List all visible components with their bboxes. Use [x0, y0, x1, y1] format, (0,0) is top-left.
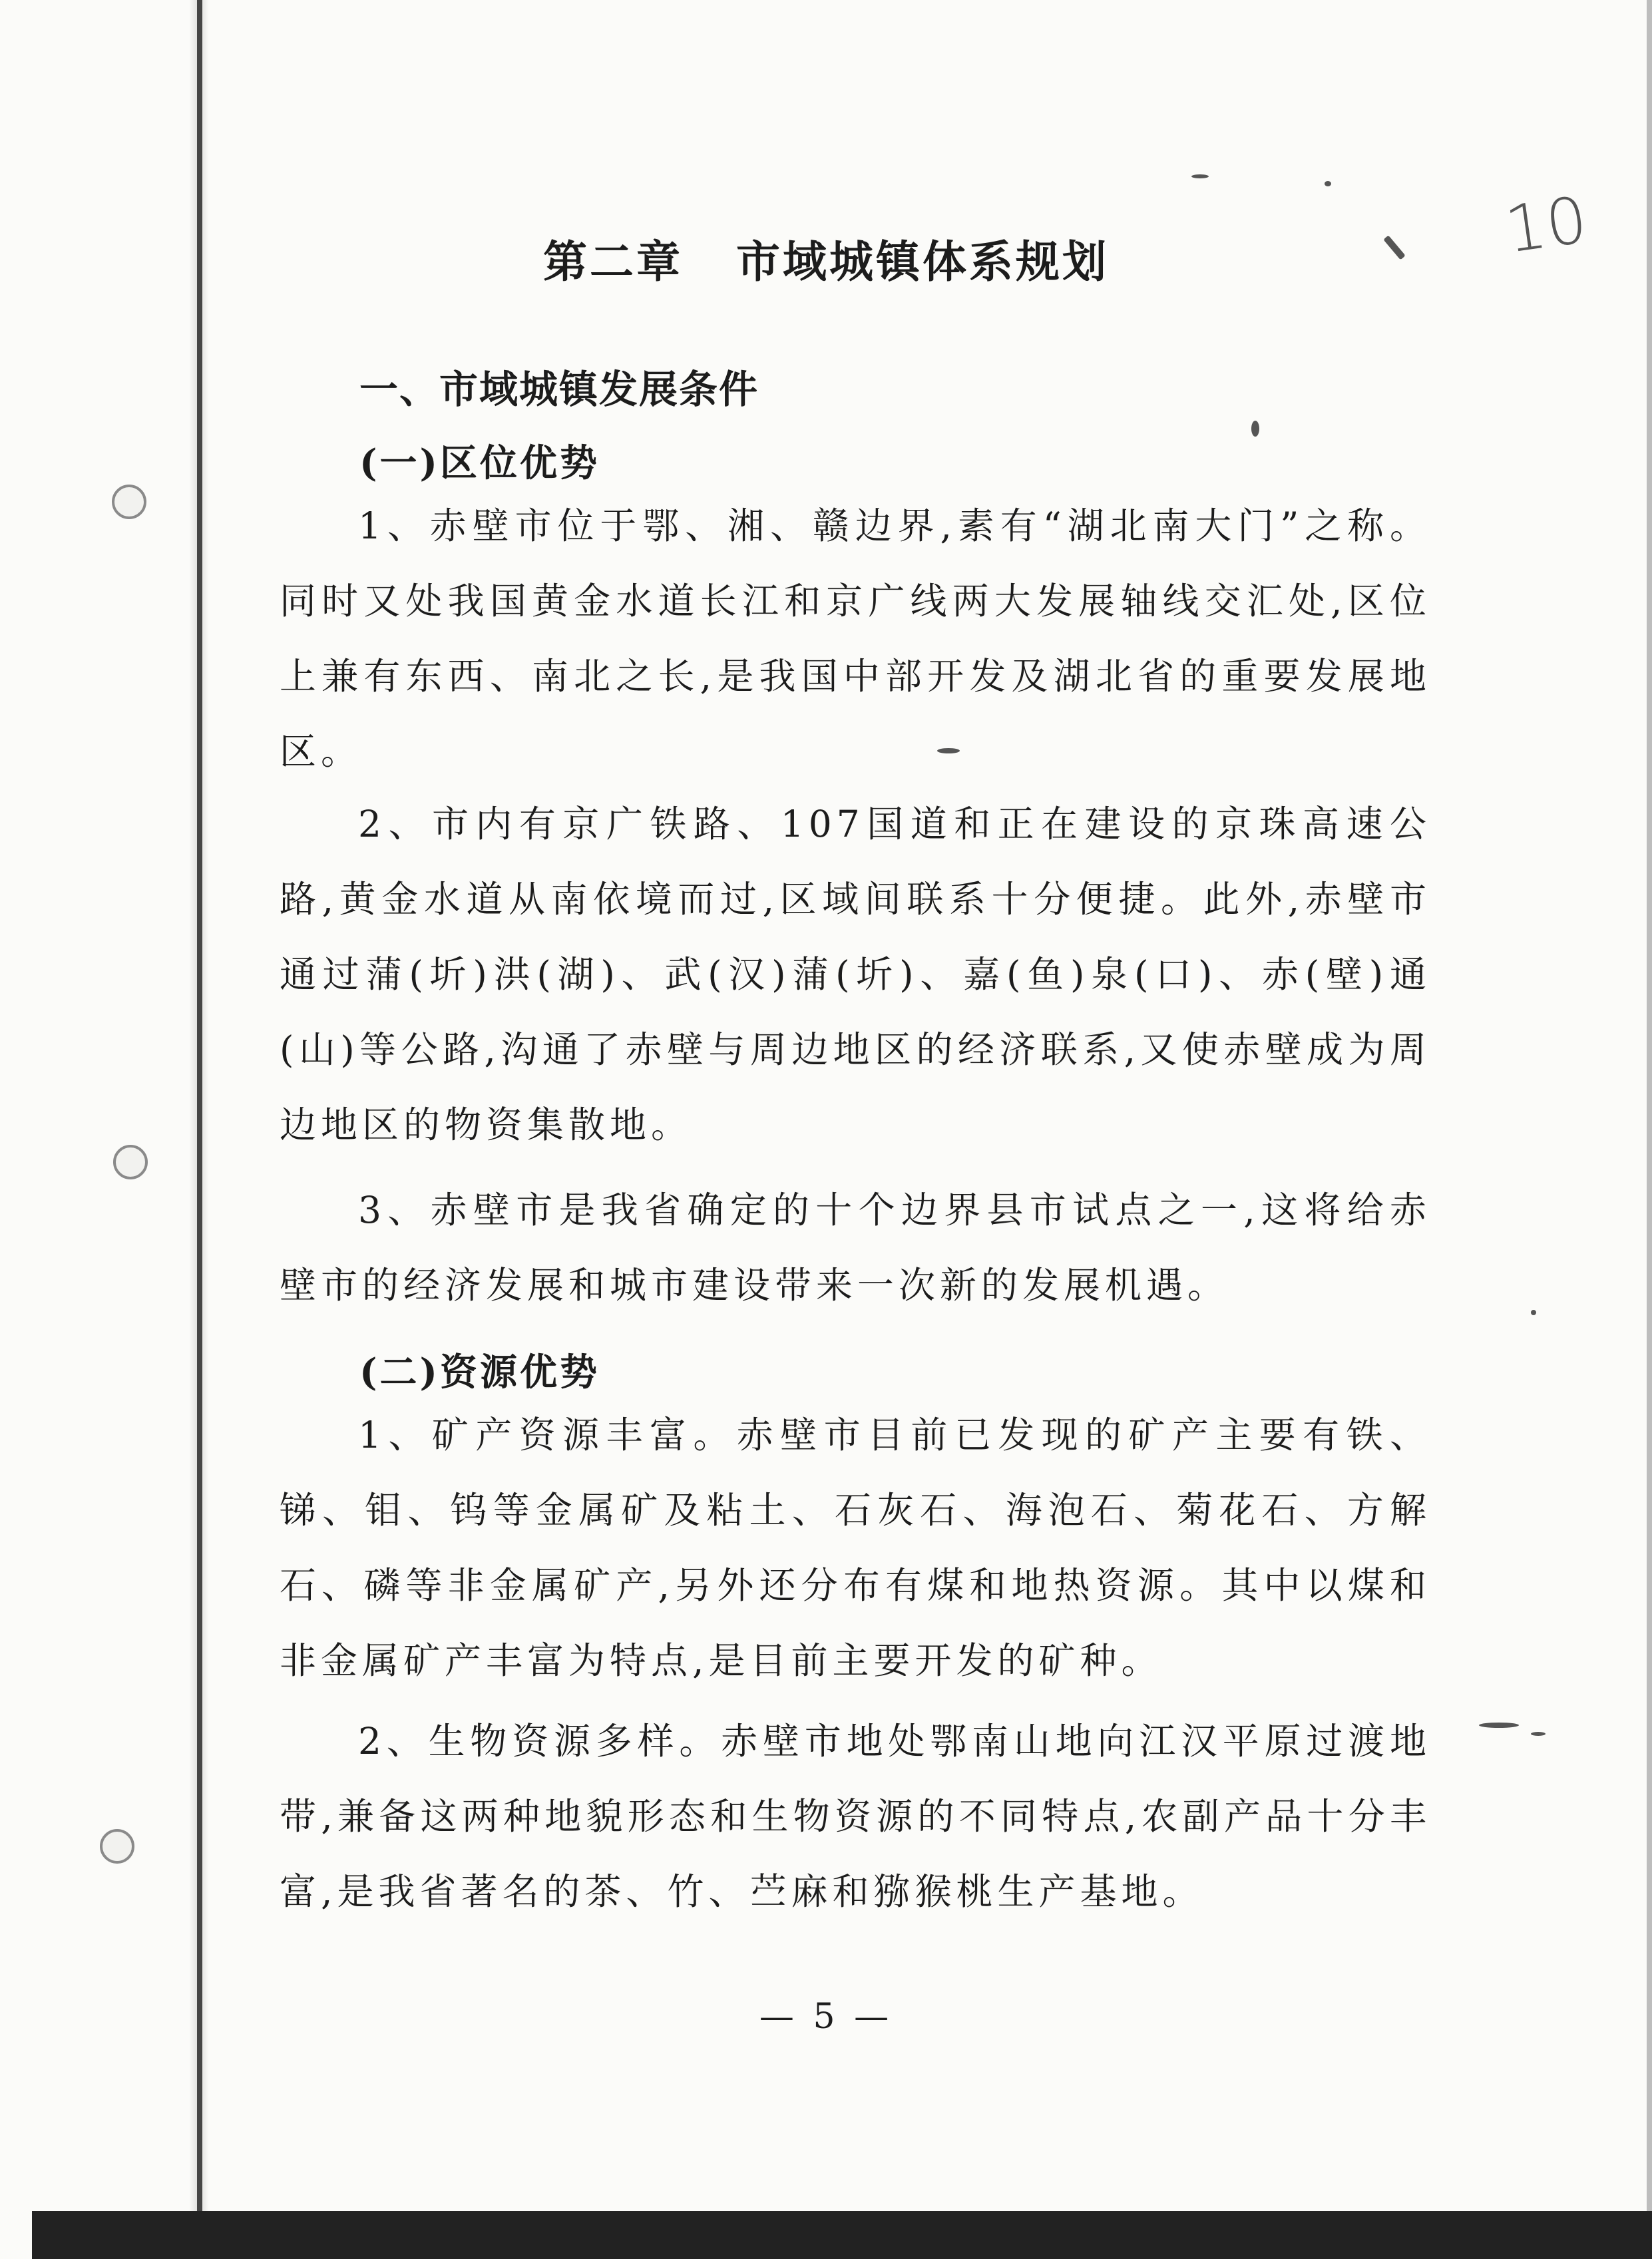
- subsection-heading-resources: (二)资源优势: [359, 1350, 600, 1394]
- page-number: — 5 —: [759, 1997, 893, 2037]
- paragraph: 2、生物资源多样。赤壁市地处鄂南山地向江汉平原过渡地带,兼备这两种地貌形态和生物资源的不同特点,农副产品十分丰富,是我省著名的茶、竹、苎麻和猕猴桃生产基地。: [280, 1720, 1431, 1913]
- right-scan-edge: [1647, 0, 1652, 2259]
- scan-speck: [1479, 1723, 1519, 1728]
- scan-speck: [1191, 174, 1209, 178]
- punch-hole: [112, 485, 146, 519]
- subsection-heading-location: (一)区位优势: [359, 441, 600, 485]
- scan-speck: [1531, 1732, 1546, 1736]
- chapter-title: [0, 226, 1652, 290]
- punch-hole: [113, 1145, 148, 1179]
- section-heading: 一、市域城镇发展条件: [359, 367, 759, 412]
- paragraph: 2、市内有京广铁路、107国道和正在建设的京珠高速公路,黄金水道从南依境而过,区域间联系十分便捷。此外,赤壁市通过蒲(圻)洪(湖)、武(汉)蒲(圻)、嘉(鱼)泉(口)、赤(壁)通(山)等公路,沟通了赤壁与周边地区的经济联系,又使赤壁成为周边地区的物资集散地。: [280, 803, 1431, 1146]
- bottom-scan-bar: [32, 2211, 1652, 2259]
- chapter-name: 市域城镇体系规划: [736, 236, 1109, 288]
- handwritten-page-mark: 10: [1500, 182, 1592, 268]
- paragraph: 3、赤壁市是我省确定的十个边界县市试点之一,这将给赤壁市的经济发展和城市建设带来一次新的发展机遇。: [280, 1189, 1431, 1307]
- chapter-number: 第二章: [543, 236, 683, 288]
- punch-hole: [100, 1829, 134, 1864]
- scan-speck: [1531, 1310, 1536, 1315]
- paragraph: 1、赤壁市位于鄂、湘、赣边界,素有“湖北南大门”之称。同时又处我国黄金水道长江和京广线两大发展轴线交汇处,区位上兼有东西、南北之长,是我国中部开发及湖北省的重要发展地区。: [280, 505, 1431, 773]
- scan-speck: [1325, 181, 1331, 186]
- scan-speck: [1251, 421, 1259, 437]
- paragraph: 1、矿产资源丰富。赤壁市目前已发现的矿产主要有铁、锑、钼、钨等金属矿及粘土、石灰石、海泡石、菊花石、方解石、磷等非金属矿产,另外还分布有煤和地热资源。其中以煤和非金属矿产丰富为特点,是目前主要开发的矿种。: [280, 1414, 1431, 1682]
- binding-edge-line: [197, 0, 202, 2259]
